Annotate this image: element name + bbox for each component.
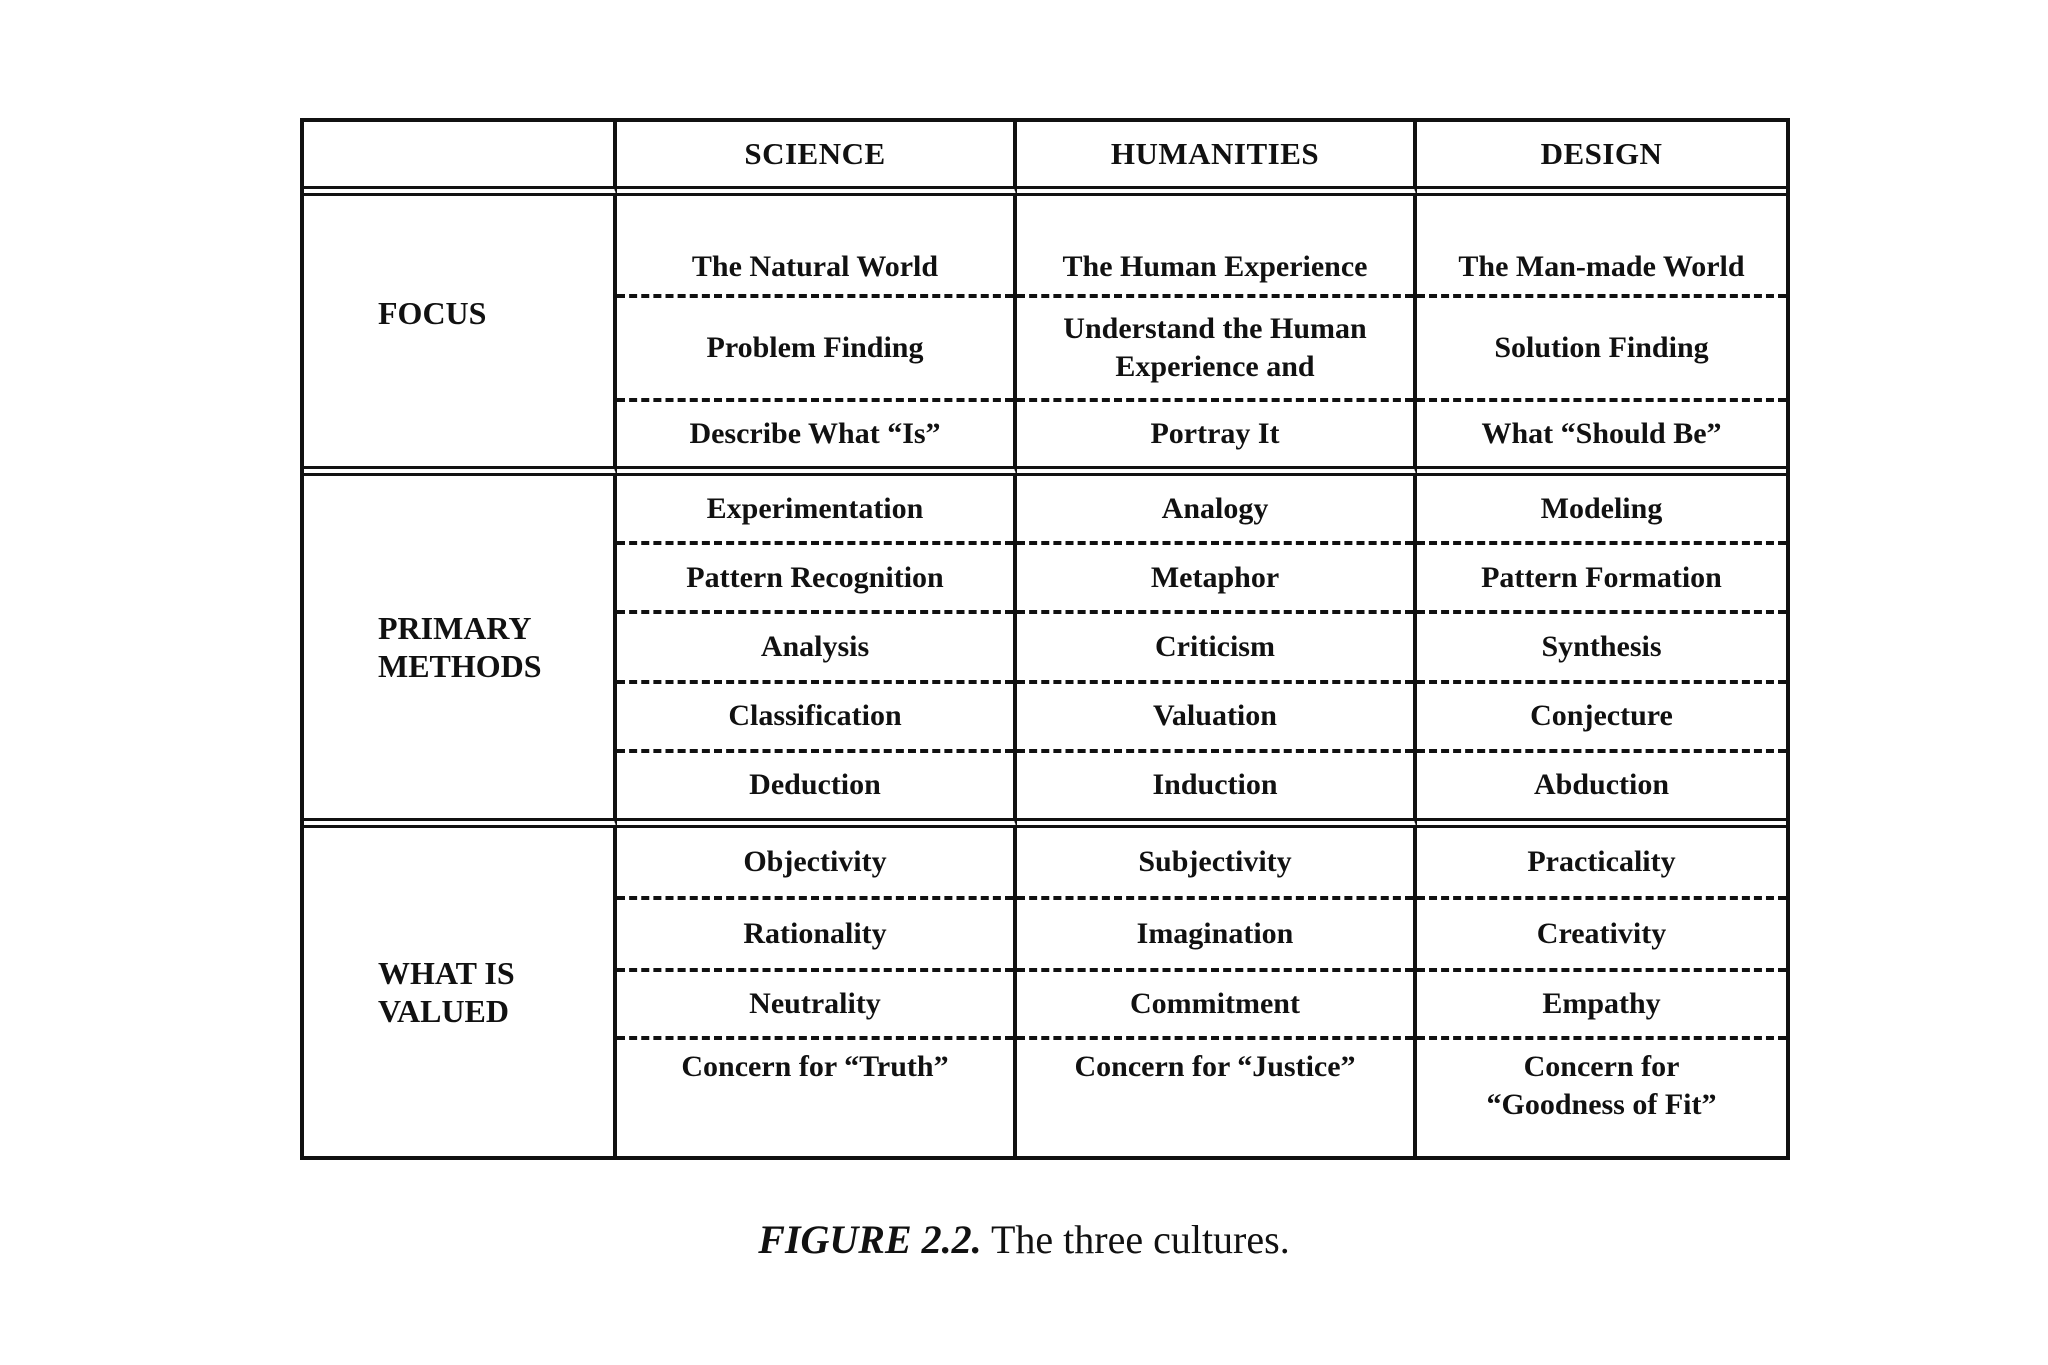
valued-design-item: Empathy [1417, 972, 1786, 1040]
valued-design-cell [1417, 828, 1786, 1156]
focus-humanities-cell [1017, 196, 1417, 476]
focus-science-item: Describe What “Is” [689, 417, 941, 450]
valued-design-item: Concern for “Goodness of Fit” [1486, 1050, 1717, 1121]
row-label-primary-methods: PRIMARY METHODS [304, 476, 617, 828]
methods-design-item: Synthesis [1417, 614, 1786, 683]
methods-science-item: Classification [617, 684, 1013, 753]
focus-humanities-item: Understand the Human Experience and [1017, 298, 1413, 402]
methods-humanities-item: Metaphor [1017, 545, 1413, 614]
focus-design-item: The Man-made World [1417, 196, 1786, 298]
valued-humanities-item: Commitment [1017, 972, 1413, 1040]
focus-humanities-item: The Human Experience [1017, 196, 1413, 298]
methods-humanities-item: Induction [1152, 768, 1278, 802]
methods-humanities-item: Valuation [1017, 684, 1413, 753]
valued-design-item: Practicality [1417, 828, 1786, 900]
focus-science-cell [617, 196, 1017, 476]
valued-humanities-cell [1017, 828, 1417, 1156]
methods-design-item: Abduction [1533, 768, 1670, 802]
focus-design-cell [1417, 196, 1786, 476]
focus-science-item: The Natural World [617, 196, 1013, 298]
methods-humanities-item: Criticism [1017, 614, 1413, 683]
valued-science-item: Neutrality [617, 972, 1013, 1040]
focus-design-item: What “Should Be” [1481, 417, 1722, 450]
focus-humanities-item: Portray It [1150, 417, 1280, 450]
valued-science-item: Rationality [617, 900, 1013, 972]
focus-science-item: Problem Finding [617, 298, 1013, 402]
figure-number: FIGURE 2.2. [758, 1217, 982, 1262]
methods-science-item: Experimentation [617, 476, 1013, 545]
methods-humanities-item: Analogy [1017, 476, 1413, 545]
methods-design-item: Modeling [1417, 476, 1786, 545]
focus-design-item: Solution Finding [1417, 298, 1786, 402]
methods-science-cell [617, 476, 1017, 828]
column-header-science: SCIENCE [617, 122, 1017, 196]
methods-humanities-cell [1017, 476, 1417, 828]
methods-design-item: Conjecture [1417, 684, 1786, 753]
valued-science-cell [617, 828, 1017, 1156]
row-label-what-is-valued: WHAT IS VALUED [304, 828, 617, 1156]
column-header-humanities: HUMANITIES [1017, 122, 1417, 196]
valued-humanities-item: Subjectivity [1017, 828, 1413, 900]
methods-science-item: Analysis [617, 614, 1013, 683]
three-cultures-table [300, 118, 1790, 1160]
methods-science-item: Pattern Recognition [617, 545, 1013, 614]
header-corner-cell [304, 122, 617, 196]
valued-humanities-item: Imagination [1017, 900, 1413, 972]
valued-science-item: Objectivity [617, 828, 1013, 900]
methods-design-item: Pattern Formation [1417, 545, 1786, 614]
valued-science-item: Concern for “Truth” [681, 1050, 949, 1083]
column-header-design: DESIGN [1417, 122, 1786, 196]
figure-caption [0, 1216, 2048, 1263]
valued-humanities-item: Concern for “Justice” [1074, 1050, 1356, 1083]
valued-design-item: Creativity [1417, 900, 1786, 972]
methods-science-item: Deduction [749, 768, 881, 802]
row-label-focus: FOCUS [304, 196, 617, 476]
figure-caption-text: The three cultures. [981, 1217, 1290, 1262]
methods-design-cell [1417, 476, 1786, 828]
